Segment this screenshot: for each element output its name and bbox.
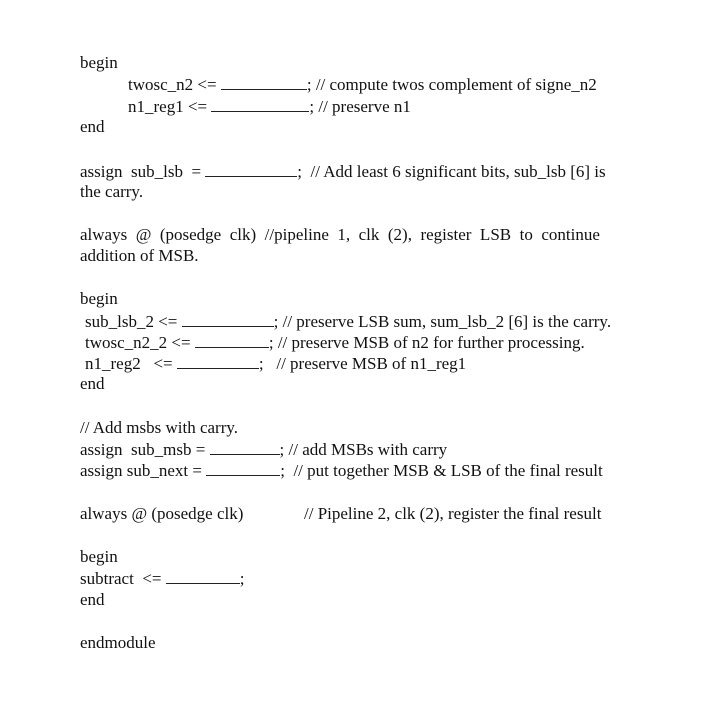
code-line-subtract bbox=[80, 568, 244, 589]
fill-in-blank[interactable] bbox=[166, 568, 240, 584]
code-comment-pipeline-2: // Pipeline 2, clk (2), register the final result bbox=[304, 504, 602, 523]
code-text: twosc_n2 <= bbox=[128, 75, 217, 94]
code-comment: ; // Add least 6 significant bits, sub_lsb [6] is bbox=[297, 162, 606, 181]
code-comment: ; // preserve MSB of n1_reg1 bbox=[258, 354, 467, 373]
code-text: n1_reg2 <= bbox=[85, 354, 173, 373]
code-comment: ; // compute twos complement of signe_n2 bbox=[306, 75, 597, 94]
endmodule-keyword: endmodule bbox=[80, 633, 156, 652]
code-line-twosc-n2 bbox=[128, 74, 597, 95]
fill-in-blank[interactable] bbox=[211, 96, 309, 112]
end-keyword: end bbox=[80, 117, 105, 136]
begin-keyword: begin bbox=[80, 53, 118, 72]
code-line-n1-reg1 bbox=[128, 96, 411, 117]
code-line-assign-sub-lsb bbox=[80, 161, 606, 182]
code-line-assign-sub-next bbox=[80, 460, 603, 481]
code-text: sub_lsb_2 <= bbox=[85, 312, 178, 331]
always-statement-pipeline-2: always @ (posedge clk) bbox=[80, 504, 244, 523]
always-statement-pipeline-1: always @ (posedge clk) //pipeline 1, clk (2), register LSB to continue bbox=[80, 225, 600, 244]
always-comment-continued: addition of MSB. bbox=[80, 246, 199, 265]
code-line-n1-reg2 bbox=[85, 353, 466, 374]
code-comment: ; bbox=[239, 569, 245, 588]
code-line-sub-lsb-2 bbox=[85, 311, 611, 332]
code-text: twosc_n2_2 <= bbox=[85, 333, 191, 352]
code-line-twosc-n2-2 bbox=[85, 332, 585, 353]
fill-in-blank[interactable] bbox=[206, 460, 280, 476]
code-comment-add-msbs: // Add msbs with carry. bbox=[80, 418, 239, 437]
fill-in-blank[interactable] bbox=[177, 353, 259, 369]
begin-keyword: begin bbox=[80, 289, 118, 308]
code-comment: ; // put together MSB & LSB of the final result bbox=[280, 461, 603, 480]
end-keyword: end bbox=[80, 590, 105, 609]
code-text: subtract <= bbox=[80, 569, 162, 588]
fill-in-blank[interactable] bbox=[210, 439, 280, 455]
code-comment: ; // preserve n1 bbox=[309, 97, 411, 116]
code-text: assign sub_lsb = bbox=[80, 162, 202, 181]
code-text: assign sub_msb = bbox=[80, 440, 206, 459]
code-line-assign-sub-msb bbox=[80, 439, 447, 460]
begin-keyword: begin bbox=[80, 547, 118, 566]
end-keyword: end bbox=[80, 374, 105, 393]
code-text: n1_reg1 <= bbox=[128, 97, 208, 116]
code-comment: ; // preserve MSB of n2 for further processing. bbox=[268, 333, 585, 352]
code-text: assign sub_next = bbox=[80, 461, 202, 480]
fill-in-blank[interactable] bbox=[205, 161, 297, 177]
fill-in-blank[interactable] bbox=[221, 74, 307, 90]
fill-in-blank[interactable] bbox=[195, 332, 269, 348]
code-comment: ; // preserve LSB sum, sum_lsb_2 [6] is the carry. bbox=[273, 312, 612, 331]
code-comment: ; // add MSBs with carry bbox=[279, 440, 448, 459]
code-comment-continued: the carry. bbox=[80, 182, 144, 201]
fill-in-blank[interactable] bbox=[182, 311, 274, 327]
